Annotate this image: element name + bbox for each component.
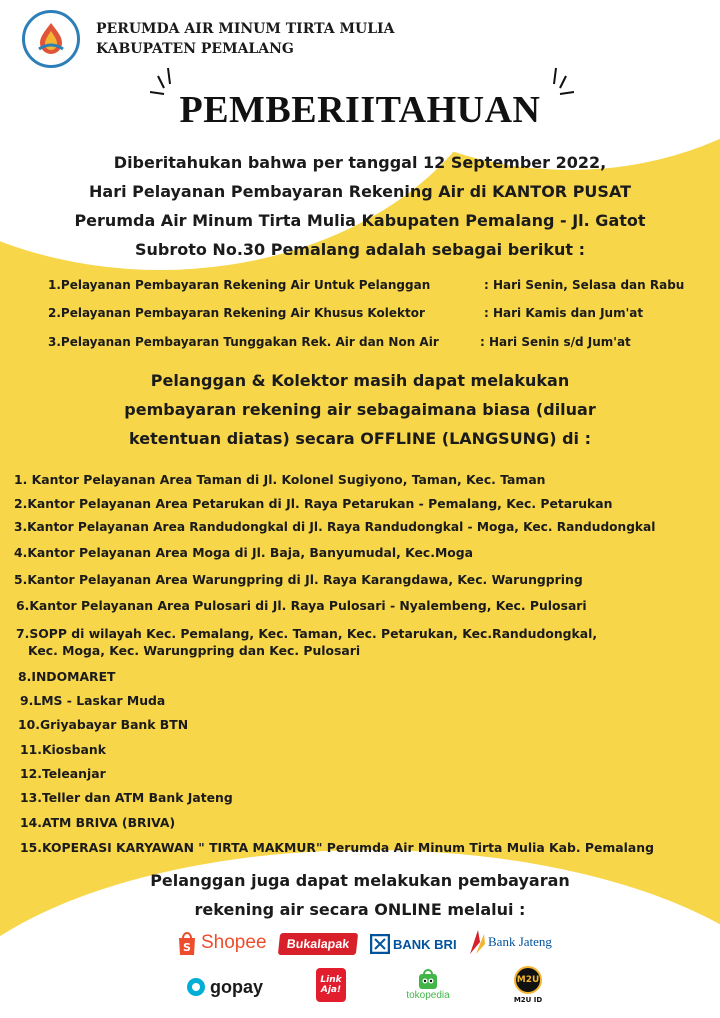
company-logo-icon bbox=[22, 10, 80, 68]
online-intro bbox=[0, 866, 720, 924]
bank-jateng-logo bbox=[466, 926, 552, 958]
list-item: 5.Kantor Pelayanan Area Warungpring di Jl. Raya Karangdawa, Kec. Warungpring bbox=[14, 572, 583, 587]
list-item: 8.INDOMARET bbox=[18, 669, 116, 684]
offline-intro bbox=[0, 366, 720, 453]
list-item: 12.Teleanjar bbox=[20, 766, 106, 781]
intro-line: Diberitahukan bahwa per tanggal 12 September 2022, bbox=[113, 153, 607, 172]
gopay-icon bbox=[186, 977, 206, 997]
list-item: Kec. Moga, Kec. Warungpring dan Kec. Pulosari bbox=[28, 643, 361, 658]
list-item: 4.Kantor Pelayanan Area Moga di Jl. Baja, Banyumudal, Kec.Moga bbox=[14, 545, 474, 560]
m2u-logo bbox=[508, 963, 548, 1007]
page-title: PEMBERIITAHUAN bbox=[179, 89, 541, 131]
m2u-id-label: M2U ID bbox=[513, 996, 543, 1004]
m2u-badge-icon bbox=[514, 966, 542, 994]
offline-intro-line: pembayaran rekening air sebagaimana biasa (diluar bbox=[124, 400, 596, 419]
bri-emblem-icon bbox=[370, 934, 390, 954]
list-item: 15.KOPERASI KARYAWAN " TIRTA MAKMUR" Perumda Air Minum Tirta Mulia Kab. Pemalang bbox=[20, 840, 654, 855]
intro-text bbox=[0, 148, 720, 264]
bukalapak-logo bbox=[278, 933, 358, 955]
schedule-service: 3.Pelayanan Pembayaran Tunggakan Rek. Air dan Non Air bbox=[48, 335, 439, 349]
shopee-logo bbox=[176, 928, 267, 958]
list-item: 1. Kantor Pelayanan Area Taman di Jl. Kolonel Sugiyono, Taman, Kec. Taman bbox=[14, 472, 546, 487]
intro-line: Perumda Air Minum Tirta Mulia Kabupaten Pemalang - Jl. Gatot bbox=[74, 211, 646, 230]
schedule-days: : Hari Senin, Selasa dan Rabu bbox=[484, 278, 685, 292]
list-item: 10.Griyabayar Bank BTN bbox=[18, 717, 189, 732]
m2u-label: M2U bbox=[516, 975, 540, 985]
tokopedia-logo bbox=[398, 964, 458, 1004]
tokopedia-label: tokopedia bbox=[406, 989, 450, 1001]
offline-intro-line: ketentuan diatas) secara OFFLINE (LANGSUNG) di : bbox=[129, 429, 591, 448]
linkaja-label: Aja! bbox=[320, 985, 342, 995]
intro-line: Subroto No.30 Pemalang adalah sebagai berikut : bbox=[134, 240, 586, 259]
schedule-service: 1.Pelayanan Pembayaran Rekening Air Untuk Pelanggan bbox=[48, 278, 431, 292]
online-intro-line: rekening air secara ONLINE melalui : bbox=[194, 900, 526, 919]
gopay-logo bbox=[186, 975, 263, 999]
online-intro-line: Pelanggan juga dapat melakukan pembayaran bbox=[150, 871, 570, 890]
svg-text:S: S bbox=[183, 941, 191, 954]
bank-jateng-label: Bank Jateng bbox=[488, 934, 552, 949]
linkaja-label: Link bbox=[320, 975, 342, 985]
list-item: 2.Kantor Pelayanan Area Petarukan di Jl. Raya Petarukan - Pemalang, Kec. Petarukan bbox=[14, 496, 613, 511]
bank-jateng-emblem-icon bbox=[466, 928, 488, 956]
list-item: 3.Kantor Pelayanan Area Randudongkal di Jl. Raya Randudongkal - Moga, Kec. Randudongkal bbox=[14, 520, 656, 534]
org-name: PERUMDA AIR MINUM TIRTA MULIA bbox=[96, 21, 395, 37]
offline-intro-line: Pelanggan & Kolektor masih dapat melakukan bbox=[150, 371, 570, 390]
schedule-days: : Hari Senin s/d Jum'at bbox=[480, 335, 631, 349]
bank-bri-logo bbox=[370, 932, 457, 956]
header bbox=[22, 10, 394, 68]
org-region: KABUPATEN PEMALANG bbox=[96, 41, 294, 57]
intro-line: Hari Pelayanan Pembayaran Rekening Air di KANTOR PUSAT bbox=[89, 182, 631, 201]
tokopedia-bag-icon bbox=[417, 968, 439, 990]
linkaja-logo bbox=[316, 968, 346, 1002]
list-item: 13.Teller dan ATM Bank Jateng bbox=[20, 790, 233, 805]
gopay-label: gopay bbox=[210, 976, 264, 997]
bank-bri-label: BANK BRI bbox=[393, 936, 457, 952]
list-item: 11.Kiosbank bbox=[20, 742, 106, 757]
shopee-label: Shopee bbox=[201, 932, 267, 953]
schedule-service: 2.Pelayanan Pembayaran Rekening Air Khusus Kolektor bbox=[48, 306, 425, 320]
list-item: 14.ATM BRIVA (BRIVA) bbox=[20, 815, 176, 830]
shopee-bag-icon bbox=[176, 930, 198, 956]
schedule-days: : Hari Kamis dan Jum'at bbox=[484, 306, 644, 320]
list-item: 6.Kantor Pelayanan Area Pulosari di Jl. Raya Pulosari - Nyalembeng, Kec. Pulosari bbox=[16, 598, 587, 613]
bukalapak-label: Bukalapak bbox=[285, 937, 351, 951]
list-item: 9.LMS - Laskar Muda bbox=[20, 693, 166, 708]
list-item: 7.SOPP di wilayah Kec. Pemalang, Kec. Taman, Kec. Petarukan, Kec.Randudongkal, bbox=[16, 626, 598, 641]
